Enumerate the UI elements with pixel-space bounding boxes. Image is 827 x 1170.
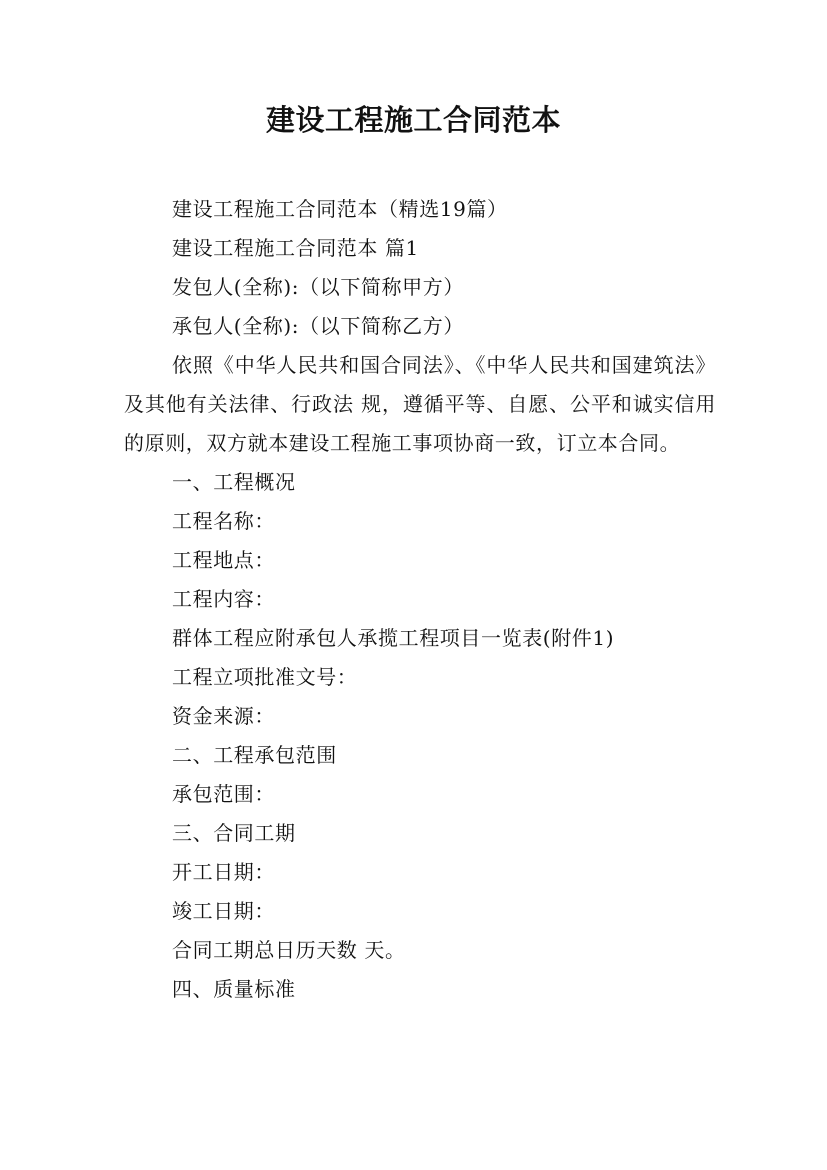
paragraph-attachment-note: 群体工程应附承包人承揽工程项目一览表(附件1) [172,626,615,650]
field-project-content: 工程内容： [172,587,275,611]
field-project-location: 工程地点： [172,548,275,572]
paragraph-preamble: 依照《中华人民共和国合同法》、《中华人民共和国建筑法》及其他有关法律、行政法 规，遵循平等、自愿、公平和诚实信用的原则，双方就本建设工程施工事项协商一致，订立本合同。 [124,353,716,455]
paragraph-subtitle: 建设工程施工合同范本（精选19篇） [172,197,508,221]
field-start-date: 开工日期： [172,860,275,884]
paragraph-employer: 发包人(全称):（以下简称甲方） [172,275,464,299]
field-funding-source: 资金来源： [172,704,275,728]
paragraph-contractor: 承包人(全称):（以下简称乙方） [172,314,464,338]
field-completion-date: 竣工日期： [172,899,275,923]
paragraph-chapter-heading: 建设工程施工合同范本 篇1 [172,236,419,260]
section-heading-scope: 二、工程承包范围 [172,743,337,767]
section-heading-contract-period: 三、合同工期 [172,821,296,845]
section-heading-quality: 四、质量标准 [172,977,296,1001]
document-title: 建设工程施工合同范本 [265,103,561,137]
document-body [124,190,716,1009]
field-total-days: 合同工期总日历天数 天。 [172,938,406,962]
field-project-name: 工程名称： [172,509,275,533]
field-approval-number: 工程立项批准文号： [172,665,358,689]
section-heading-project-overview: 一、工程概况 [172,470,296,494]
field-scope: 承包范围： [172,782,275,806]
